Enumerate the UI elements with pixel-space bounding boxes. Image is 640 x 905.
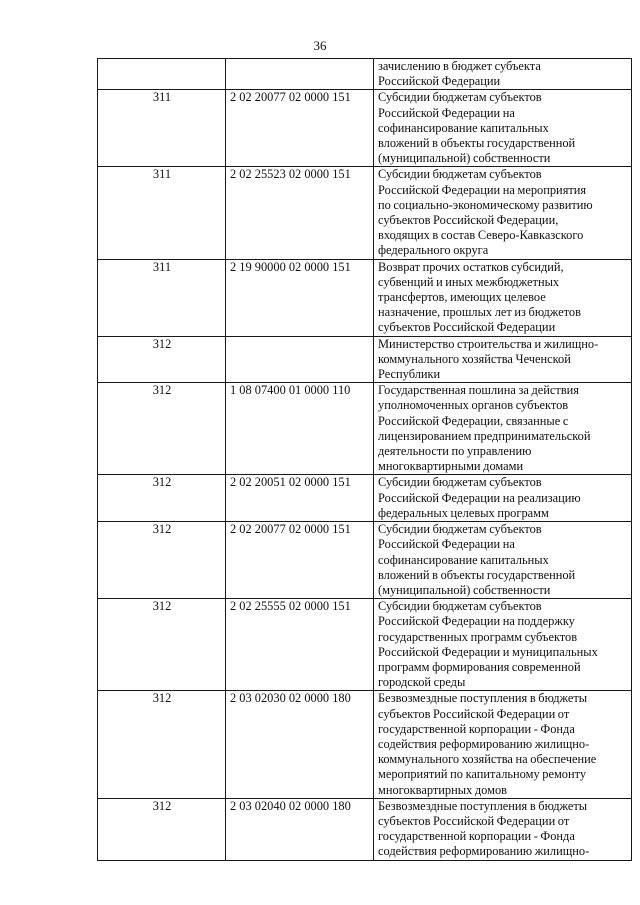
description-line: субъектов Российской Федерации xyxy=(378,320,556,335)
page-number: 36 xyxy=(313,38,327,53)
description-line: субвенций и иных межбюджетных xyxy=(378,274,560,289)
description-line: (муниципальной) собственности xyxy=(378,151,551,166)
description-line: коммунального хозяйства на обеспечение xyxy=(378,752,597,767)
revenue-code-cell: 2 02 20051 02 0000 151 xyxy=(226,475,374,522)
description-line: государственной корпорации - Фонда xyxy=(378,829,575,844)
description-line: Российской Федерации, связанные с xyxy=(378,413,569,428)
description-line: Субсидии бюджетам субъектов xyxy=(378,167,542,182)
table-row xyxy=(98,259,632,336)
description-line: программ формирования современной xyxy=(378,659,581,674)
description-cell xyxy=(374,691,632,798)
description-cell xyxy=(374,259,632,336)
description-line: Субсидии бюджетам субъектов xyxy=(378,522,542,537)
description-line: государственной корпорации - Фонда xyxy=(378,721,575,736)
description-line: Субсидии бюджетам субъектов xyxy=(378,90,542,105)
description-line: Безвозмездные поступления в бюджеты xyxy=(378,691,588,706)
description-line: многоквартирными домами xyxy=(378,459,524,474)
table-row xyxy=(98,475,632,522)
description-line: Российской Федерации на реализацию xyxy=(378,490,581,505)
revenue-code-cell: 2 02 25555 02 0000 151 xyxy=(226,599,374,691)
administrator-code-cell: 312 xyxy=(98,691,226,798)
description-line: содействия реформированию жилищно- xyxy=(378,844,590,859)
description-line: лицензированием предпринимательской xyxy=(378,428,591,443)
table-row xyxy=(98,522,632,599)
table-row xyxy=(98,336,632,383)
description-line: мероприятий по капитальному ремонту xyxy=(378,767,587,782)
administrator-code-cell: 312 xyxy=(98,798,226,860)
revenue-code-cell: 2 03 02030 02 0000 180 xyxy=(226,691,374,798)
description-line: зачислению в бюджет субъекта xyxy=(378,59,541,73)
administrator-code-cell: 312 xyxy=(98,475,226,522)
revenue-code-cell: 2 19 90000 02 0000 151 xyxy=(226,259,374,336)
description-line: Российской Федерации на мероприятия xyxy=(378,182,587,197)
description-cell xyxy=(374,90,632,167)
description-line: Субсидии бюджетам субъектов xyxy=(378,599,542,614)
description-cell xyxy=(374,798,632,860)
description-line: коммунального хозяйства Чеченской xyxy=(378,351,571,366)
revenue-code-cell: 2 02 20077 02 0000 151 xyxy=(226,90,374,167)
description-line: входящих в состав Северо-Кавказского xyxy=(378,228,584,243)
description-line: Безвозмездные поступления в бюджеты xyxy=(378,798,588,813)
description-line: содействия реформированию жилищно- xyxy=(378,736,590,751)
table-row xyxy=(98,691,632,798)
description-line: Российской Федерации на xyxy=(378,105,515,120)
revenue-code-cell xyxy=(226,59,374,90)
description-line: государственных программ субъектов xyxy=(378,629,578,644)
description-line: субъектов Российской Федерации, xyxy=(378,213,559,228)
description-line: софинансирование капитальных xyxy=(378,120,549,135)
description-line: Российской Федерации и муниципальных xyxy=(378,644,598,659)
budget-classification-table xyxy=(97,58,632,861)
description-line: федеральных целевых программ xyxy=(378,505,549,520)
description-line: вложений в объекты государственной xyxy=(378,136,576,151)
description-line: Министерство строительства и жилищно- xyxy=(378,336,599,351)
description-line: городской среды xyxy=(378,675,466,690)
description-line: Российской Федерации xyxy=(378,74,501,89)
revenue-code-cell: 2 02 20077 02 0000 151 xyxy=(226,522,374,599)
administrator-code-cell: 311 xyxy=(98,90,226,167)
table-row xyxy=(98,90,632,167)
description-line: трансфертов, имеющих целевое xyxy=(378,290,546,305)
table-row xyxy=(98,798,632,860)
description-line: Субсидии бюджетам субъектов xyxy=(378,475,542,490)
table-row xyxy=(98,383,632,475)
table-row xyxy=(98,167,632,259)
administrator-code-cell xyxy=(98,59,226,90)
administrator-code-cell: 312 xyxy=(98,336,226,383)
administrator-code-cell: 311 xyxy=(98,167,226,259)
revenue-code-cell: 2 02 25523 02 0000 151 xyxy=(226,167,374,259)
description-line: субъектов Российской Федерации от xyxy=(378,813,570,828)
table-row xyxy=(98,599,632,691)
description-cell xyxy=(374,59,632,90)
description-cell xyxy=(374,383,632,475)
description-line: по социально-экономическому развитию xyxy=(378,197,593,212)
description-line: федерального округа xyxy=(378,243,489,258)
description-cell xyxy=(374,599,632,691)
description-line: уполномоченных органов субъектов xyxy=(378,398,569,413)
administrator-code-cell: 312 xyxy=(98,522,226,599)
administrator-code-cell: 312 xyxy=(98,383,226,475)
description-line: назначение, прошлых лет из бюджетов xyxy=(378,305,581,320)
description-cell xyxy=(374,522,632,599)
administrator-code-cell: 311 xyxy=(98,259,226,336)
description-line: Республики xyxy=(378,367,441,382)
description-line: софинансирование капитальных xyxy=(378,552,549,567)
description-line: Российской Федерации на поддержку xyxy=(378,614,575,629)
revenue-code-cell: 2 03 02040 02 0000 180 xyxy=(226,798,374,860)
description-line: Российской Федерации на xyxy=(378,537,515,552)
table-body xyxy=(98,59,632,861)
description-cell xyxy=(374,475,632,522)
description-line: Возврат прочих остатков субсидий, xyxy=(378,259,564,274)
description-cell xyxy=(374,336,632,383)
revenue-code-cell xyxy=(226,336,374,383)
description-line: субъектов Российской Федерации от xyxy=(378,706,570,721)
description-line: (муниципальной) собственности xyxy=(378,582,551,597)
description-cell xyxy=(374,167,632,259)
description-line: многоквартирных домов xyxy=(378,782,508,797)
description-line: Государственная пошлина за действия xyxy=(378,383,580,398)
administrator-code-cell: 312 xyxy=(98,599,226,691)
description-line: деятельности по управлению xyxy=(378,444,532,459)
revenue-code-cell: 1 08 07400 01 0000 110 xyxy=(226,383,374,475)
table-row xyxy=(98,59,632,90)
description-line: вложений в объекты государственной xyxy=(378,567,576,582)
